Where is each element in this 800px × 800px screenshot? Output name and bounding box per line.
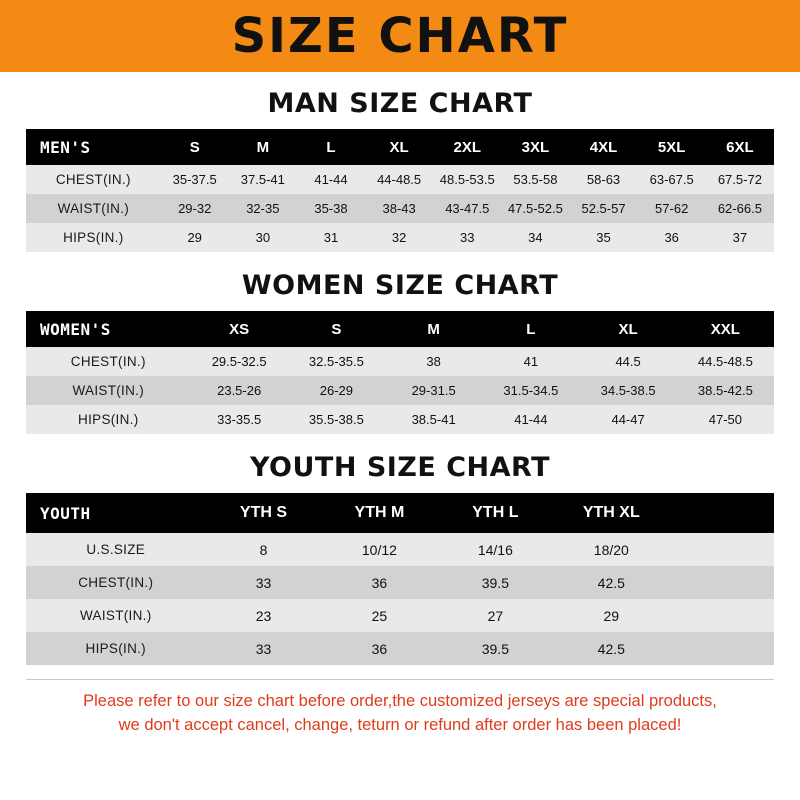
cell: 57-62 <box>638 194 706 223</box>
cell: 27 <box>437 599 553 632</box>
table-row <box>26 165 774 194</box>
cell: 39.5 <box>437 632 553 665</box>
cell: 43-47.5 <box>433 194 501 223</box>
cell: 47-50 <box>677 405 774 434</box>
table-women-col-3: L <box>482 311 579 347</box>
table-youth-head <box>26 493 774 533</box>
cell: 41-44 <box>297 165 365 194</box>
cell: 48.5-53.5 <box>433 165 501 194</box>
table-row <box>26 194 774 223</box>
cell: 33 <box>206 632 322 665</box>
cell: 36 <box>638 223 706 252</box>
cell: 36 <box>321 632 437 665</box>
cell: 37 <box>706 223 774 252</box>
cell: 31 <box>297 223 365 252</box>
table-women-body <box>26 347 774 434</box>
row-label: HIPS(IN.) <box>26 632 206 665</box>
section-youth <box>0 452 800 665</box>
table-row <box>26 376 774 405</box>
cell: 41-44 <box>482 405 579 434</box>
cell: 35-38 <box>297 194 365 223</box>
cell: 38.5-41 <box>385 405 482 434</box>
header-banner <box>0 0 800 72</box>
table-row <box>26 599 774 632</box>
table-youth-col-1: YTH M <box>321 493 437 533</box>
cell-spacer <box>669 632 774 665</box>
table-man-col-7: 5XL <box>638 129 706 165</box>
cell: 58-63 <box>569 165 637 194</box>
table-man-head <box>26 129 774 165</box>
table-women-col-5: XXL <box>677 311 774 347</box>
cell: 32.5-35.5 <box>288 347 385 376</box>
table-man-col-3: XL <box>365 129 433 165</box>
cell: 10/12 <box>321 533 437 566</box>
section-man <box>0 88 800 252</box>
table-youth-col-3: YTH XL <box>553 493 669 533</box>
cell: 39.5 <box>437 566 553 599</box>
table-header-row <box>26 311 774 347</box>
row-label: CHEST(IN.) <box>26 165 161 194</box>
cell: 52.5-57 <box>569 194 637 223</box>
cell: 29 <box>553 599 669 632</box>
cell: 34 <box>501 223 569 252</box>
table-youth-body <box>26 533 774 665</box>
cell: 23 <box>206 599 322 632</box>
section-title-man: MAN SIZE CHART <box>267 88 533 119</box>
table-header-row <box>26 493 774 533</box>
cell-spacer <box>669 599 774 632</box>
row-label: HIPS(IN.) <box>26 405 191 434</box>
table-women-col-4: XL <box>579 311 676 347</box>
cell: 41 <box>482 347 579 376</box>
cell: 47.5-52.5 <box>501 194 569 223</box>
section-title-youth: YOUTH SIZE CHART <box>249 452 551 483</box>
cell: 29-31.5 <box>385 376 482 405</box>
section-title-women: WOMEN SIZE CHART <box>241 270 559 301</box>
cell: 38.5-42.5 <box>677 376 774 405</box>
cell: 35-37.5 <box>161 165 229 194</box>
cell: 18/20 <box>553 533 669 566</box>
table-row <box>26 533 774 566</box>
cell: 53.5-58 <box>501 165 569 194</box>
cell: 36 <box>321 566 437 599</box>
cell: 30 <box>229 223 297 252</box>
cell: 32-35 <box>229 194 297 223</box>
row-label: WAIST(IN.) <box>26 599 206 632</box>
table-women-head <box>26 311 774 347</box>
table-man-col-6: 4XL <box>569 129 637 165</box>
cell-spacer <box>669 566 774 599</box>
cell: 23.5-26 <box>191 376 288 405</box>
table-women-corner: WOMEN'S <box>26 311 191 347</box>
row-label: WAIST(IN.) <box>26 376 191 405</box>
cell: 31.5-34.5 <box>482 376 579 405</box>
cell: 33 <box>206 566 322 599</box>
table-row <box>26 566 774 599</box>
table-man-corner: MEN'S <box>26 129 161 165</box>
cell: 37.5-41 <box>229 165 297 194</box>
cell: 29 <box>161 223 229 252</box>
footer-note <box>0 680 800 738</box>
cell: 26-29 <box>288 376 385 405</box>
table-women-col-2: M <box>385 311 482 347</box>
table-youth-corner: YOUTH <box>26 493 206 533</box>
section-women <box>0 270 800 434</box>
cell: 67.5-72 <box>706 165 774 194</box>
cell: 35 <box>569 223 637 252</box>
cell: 25 <box>321 599 437 632</box>
cell-spacer <box>669 533 774 566</box>
table-youth-col-spacer <box>669 493 774 533</box>
cell: 44.5 <box>579 347 676 376</box>
table-man-body <box>26 165 774 252</box>
table-man-col-2: L <box>297 129 365 165</box>
cell: 44-47 <box>579 405 676 434</box>
cell: 42.5 <box>553 566 669 599</box>
table-women-col-0: XS <box>191 311 288 347</box>
cell: 33 <box>433 223 501 252</box>
table-row <box>26 347 774 376</box>
cell: 29.5-32.5 <box>191 347 288 376</box>
footer-note-line-2: we don't accept cancel, change, teturn or refund after order has been placed! <box>118 715 682 734</box>
cell: 33-35.5 <box>191 405 288 434</box>
table-row <box>26 632 774 665</box>
table-man-col-0: S <box>161 129 229 165</box>
cell: 34.5-38.5 <box>579 376 676 405</box>
footer-note-line-1: Please refer to our size chart before order,the customized jerseys are special products, <box>83 692 717 710</box>
table-man-col-5: 3XL <box>501 129 569 165</box>
cell: 44.5-48.5 <box>677 347 774 376</box>
cell: 8 <box>206 533 322 566</box>
table-row <box>26 405 774 434</box>
cell: 35.5-38.5 <box>288 405 385 434</box>
table-women-col-1: S <box>288 311 385 347</box>
cell: 44-48.5 <box>365 165 433 194</box>
row-label: U.S.SIZE <box>26 533 206 566</box>
table-row <box>26 223 774 252</box>
table-women <box>26 311 774 434</box>
row-label: CHEST(IN.) <box>26 566 206 599</box>
row-label: HIPS(IN.) <box>26 223 161 252</box>
table-header-row <box>26 129 774 165</box>
cell: 14/16 <box>437 533 553 566</box>
cell: 42.5 <box>553 632 669 665</box>
table-man-col-8: 6XL <box>706 129 774 165</box>
table-youth-col-2: YTH L <box>437 493 553 533</box>
page-title: SIZE CHART <box>231 8 569 64</box>
cell: 32 <box>365 223 433 252</box>
table-youth-col-0: YTH S <box>206 493 322 533</box>
cell: 62-66.5 <box>706 194 774 223</box>
cell: 29-32 <box>161 194 229 223</box>
row-label: CHEST(IN.) <box>26 347 191 376</box>
cell: 38 <box>385 347 482 376</box>
row-label: WAIST(IN.) <box>26 194 161 223</box>
table-man-col-1: M <box>229 129 297 165</box>
cell: 63-67.5 <box>638 165 706 194</box>
cell: 38-43 <box>365 194 433 223</box>
table-man-col-4: 2XL <box>433 129 501 165</box>
table-youth <box>26 493 774 665</box>
table-man <box>26 129 774 252</box>
